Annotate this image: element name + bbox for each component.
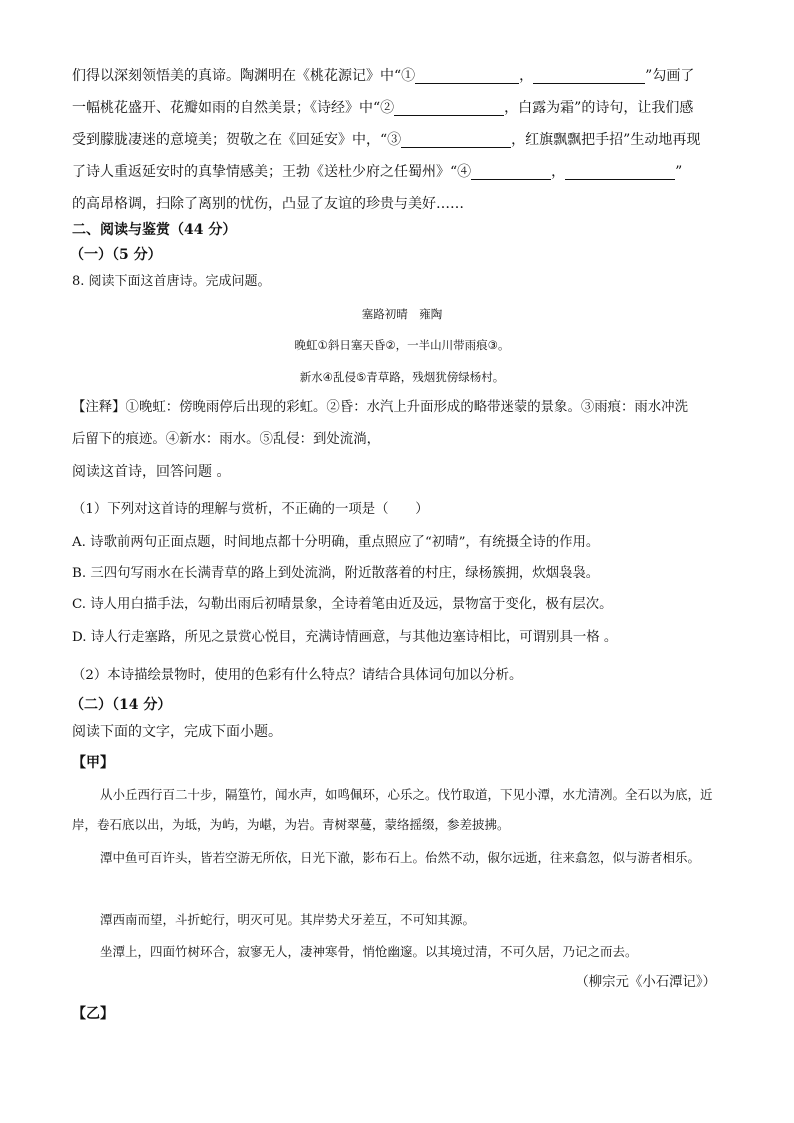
text: 一幅桃花盛开、花瓣如雨的自然美景；《诗经》中“② (72, 100, 395, 116)
text: ”勾画了 (645, 68, 695, 84)
text: ，白露为霜”的诗句，让我们感 (504, 100, 694, 116)
text: ” (675, 164, 683, 180)
fill-line-1 (72, 66, 694, 86)
label-jia: 【甲】 (72, 755, 114, 771)
option-a[interactable]: A. 诗歌前两句正面点题，时间地点都十分明确，重点照应了“初晴”，有统摄全诗的作用。 (72, 535, 600, 550)
fill-line-5: 的高昂格调，扫除了离别的忧伤，凸显了友谊的珍贵与美好…… (72, 196, 464, 212)
notes-line-1: 【注释】①晚虹：傍晚雨停后出现的彩虹。②昏：水汽上升面形成的略带迷蒙的景象。③雨痕：雨水冲洗 (72, 400, 688, 415)
question-1-stem: （1）下列对这首诗的理解与赏析，不正确的一项是（ ） (72, 502, 429, 517)
part-title: （一）（5 分） (70, 247, 162, 263)
answer-blank-1b[interactable] (533, 67, 645, 84)
answer-blank-1a[interactable] (415, 67, 519, 84)
question-2: （2）本诗描绘景物时，使用的色彩有什么特点？请结合具体词句加以分析。 (72, 668, 523, 683)
answer-blank-3[interactable] (401, 131, 511, 148)
fill-line-3 (72, 130, 700, 150)
fill-line-2 (72, 98, 693, 118)
text: ，红旗飘飘把手招”生动地再现 (511, 132, 701, 148)
text: 们得以深刻领悟美的真谛。陶渊明在《桃花源记》中“① (72, 68, 416, 84)
section-title: 二、阅读与鉴赏（44 分） (72, 222, 237, 238)
text: ， (551, 164, 566, 180)
label-yi: 【乙】 (72, 1006, 114, 1022)
question-intro: 8. 阅读下面这首唐诗。完成问题。 (72, 274, 271, 289)
answer-blank-2[interactable] (394, 99, 504, 116)
fill-line-4 (72, 162, 682, 182)
part-intro: 阅读下面的文字，完成下面小题。 (72, 724, 282, 740)
option-d[interactable]: D. 诗人行走塞路，所见之景赏心悦目，充满诗情画意，与其他边塞诗相比，可谓别具一格 。 (72, 630, 618, 645)
classical-para-3: 潭西南而望，斗折蛇行，明灭可见。其岸势犬牙差互，不可知其源。 (100, 912, 476, 927)
answer-blank-4b[interactable] (565, 163, 675, 180)
poem-line-1: 晚虹①斜日塞天昏②，一半山川带雨痕③。 (294, 338, 510, 352)
classical-para-1: 从小丘西行百二十步，隔篁竹，闻水声，如鸣佩环，心乐之。伐竹取道，下见小潭，水尤清冽。全石以为底，近岸，卷石底以出，为坻，为屿，为嵁，为岩。青树翠蔓，蒙络摇缀，参差披拂。 (72, 787, 713, 832)
option-b[interactable]: B. 三四句写雨水在长满青草的路上到处流淌，附近散落着的村庄，绿杨簇拥，炊烟袅袅。 (72, 566, 600, 581)
option-c[interactable]: C. 诗人用白描手法，勾勒出雨后初晴景象，全诗着笔由近及远，景物富于变化，极有层次。 (72, 597, 613, 612)
poem-line-2: 新水④乱侵⑤青草路，残烟犹傍绿杨村。 (299, 370, 505, 384)
source-citation: （柳宗元《小石潭记》） (575, 975, 716, 990)
poem-title: 塞路初晴 雍陶 (361, 307, 443, 321)
text: ， (519, 68, 534, 84)
classical-para-2: 潭中鱼可百许头，皆若空游无所依，日光下澈，影布石上。佁然不动，俶尔远逝，往来翕忽，似与游者相乐。 (100, 850, 701, 865)
text: 受到朦胧凄迷的意境美；贺敬之在《回延安》中，“③ (72, 132, 402, 148)
text: 了诗人重返延安时的真挚情感美；王勃《送杜少府之任蜀州》“④ (72, 164, 472, 180)
part-title: （二）（14 分） (70, 697, 172, 713)
classical-para-4: 坐潭上，四面竹树环合，寂寥无人，凄神寒骨，悄怆幽邃。以其境过清，不可久居，乃记之而去。 (100, 944, 638, 959)
answer-blank-4a[interactable] (471, 163, 551, 180)
instruction: 阅读这首诗，回答问题 。 (72, 464, 231, 480)
notes-line-2: 后留下的痕迹。④新水：雨水。⑤乱侵：到处流淌， (72, 432, 380, 447)
